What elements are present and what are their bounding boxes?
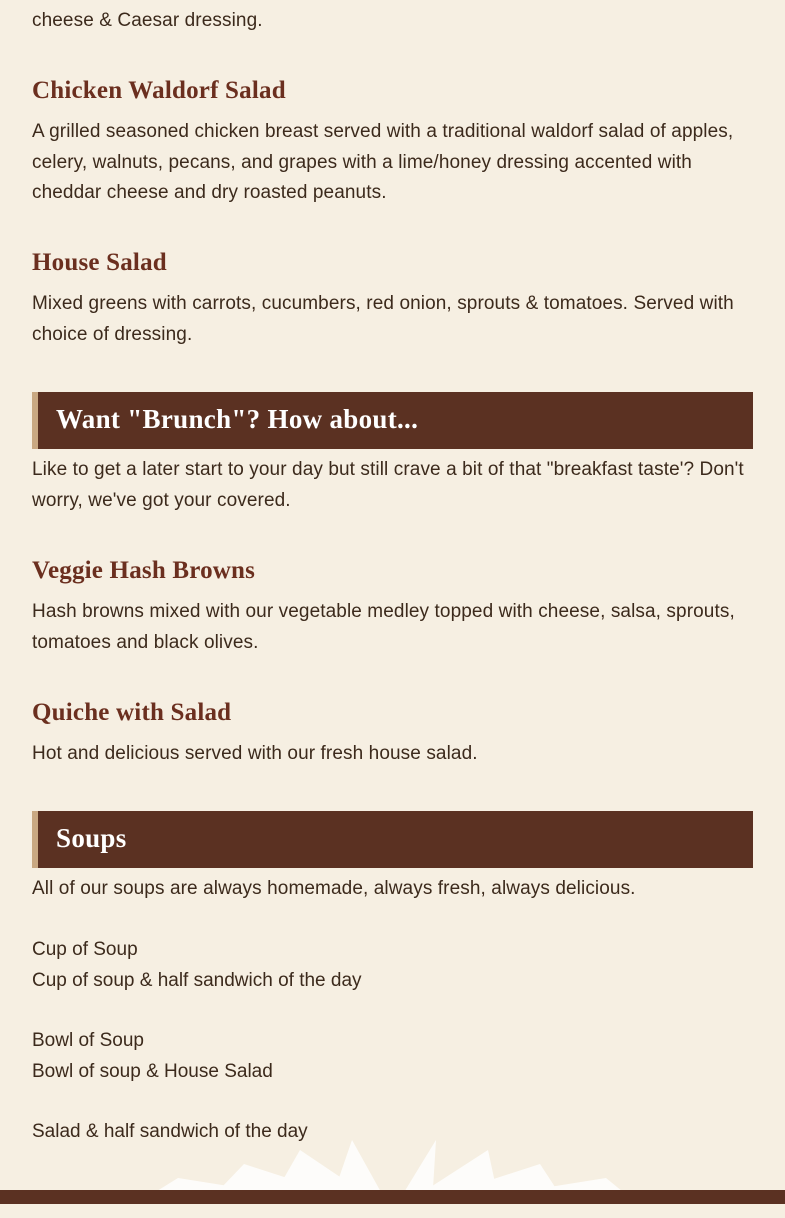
soups-section-banner: [32, 811, 753, 868]
quiche-with-salad-description-block: [32, 739, 753, 770]
veggie-hash-browns-description: Hash browns mixed with our vegetable medley topped with cheese, salsa, sprouts, tomatoes and black olives.: [32, 601, 735, 653]
menu-item-quiche-with-salad: [32, 698, 753, 728]
caesar-description-tail: cheese & Caesar dressing.: [32, 10, 263, 31]
caesar-description-tail-block: [32, 6, 753, 37]
veggie-hash-browns-title: Veggie Hash Browns: [32, 557, 256, 584]
soup-line-group-2: [32, 1026, 753, 1087]
chicken-waldorf-title: Chicken Waldorf Salad: [32, 77, 286, 104]
soups-banner-label: Soups: [32, 811, 753, 868]
menu-item-veggie-hash-browns: [32, 556, 753, 586]
soups-intro-block: [32, 874, 753, 905]
chicken-waldorf-description-block: [32, 117, 753, 209]
house-salad-description-block: [32, 289, 753, 350]
brunch-intro-text: Like to get a later start to your day but still crave a bit of that "breakfast taste'? Don't worry, we've got your covered.: [32, 459, 744, 511]
quiche-with-salad-description: Hot and delicious served with our fresh house salad.: [32, 743, 478, 764]
brunch-intro-block: [32, 455, 753, 516]
soup-line-cup-half-sandwich: Cup of soup & half sandwich of the day: [32, 969, 362, 991]
veggie-hash-browns-description-block: [32, 597, 753, 658]
soup-line-bowl-of-soup: Bowl of Soup: [32, 1030, 144, 1051]
house-salad-description: Mixed greens with carrots, cucumbers, red onion, sprouts & tomatoes. Served with choice of dressing.: [32, 293, 734, 345]
soup-line-group-1: [32, 935, 753, 996]
sunburst-rays-icon: [0, 1094, 785, 1204]
chicken-waldorf-description: A grilled seasoned chicken breast served with a traditional waldorf salad of apples, celery, walnuts, pecans, and grapes with a lime/honey dressing accented with cheddar cheese and dry roasted peanuts.: [32, 121, 734, 203]
brunch-banner-label: Want "Brunch"? How about...: [32, 392, 753, 449]
soup-line-cup-of-soup: Cup of Soup: [32, 939, 138, 960]
soup-line-group-3: [32, 1117, 753, 1148]
soup-line-bowl-house-salad: Bowl of soup & House Salad: [32, 1060, 273, 1082]
menu-item-chicken-waldorf: [32, 76, 753, 106]
menu-item-house-salad: [32, 248, 753, 278]
soup-line-salad-half-sandwich: Salad & half sandwich of the day: [32, 1121, 308, 1142]
sunburst-decoration: [0, 1094, 785, 1204]
quiche-with-salad-title: Quiche with Salad: [32, 699, 232, 726]
house-salad-title: House Salad: [32, 249, 167, 276]
brunch-section-banner: [32, 392, 753, 449]
soups-intro-text: All of our soups are always homemade, always fresh, always delicious.: [32, 878, 636, 899]
footer-bar: [0, 1190, 785, 1204]
